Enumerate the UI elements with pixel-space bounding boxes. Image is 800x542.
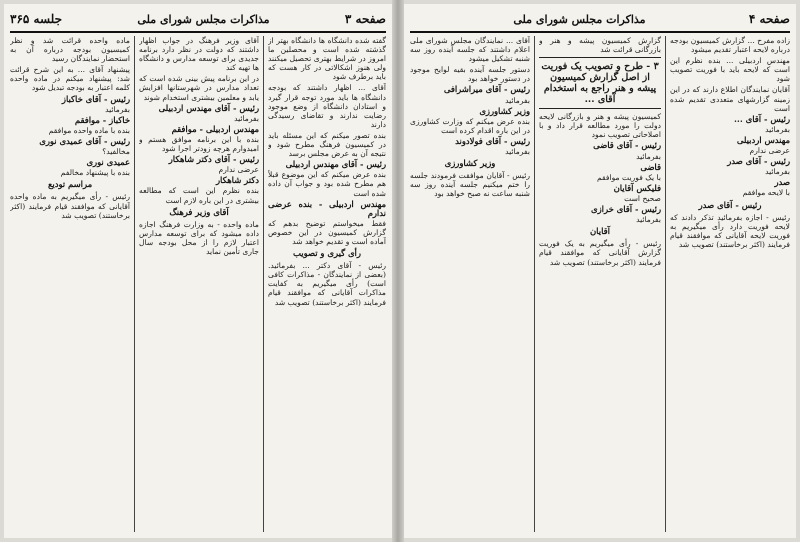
speaker-name: صدر <box>774 177 790 188</box>
speaker-text: عرضی ندارم <box>218 165 259 175</box>
speaker-name: رئیس - آقای عمیدی نوری <box>39 135 130 146</box>
speaker-text: با یک فوریت موافقم <box>597 172 661 182</box>
paragraph: مهندس اردبیلی ... بنده نظرم این است که لایحه باید با فوریت تصویب شود <box>670 56 790 84</box>
speaker-text: بفرمائید <box>105 104 130 114</box>
speaker-name: رئیس - آقای مهندس اردبیلی <box>285 159 386 170</box>
paragraph: آقای ... اظهار داشتند که بودجه دانشگاه ها باید مورد توجه قرار گیرد و استادان دانشگاه از وضع موجود رضایت ندارند و تقاضای رسیدگی دارند <box>268 83 386 129</box>
speaker-name: رئیس - آقای فولادوند <box>455 135 530 146</box>
speaker-text: بفرمائید <box>636 215 661 225</box>
speaker-text: صحیح است <box>624 193 661 203</box>
speaker-name: فلیکس آقایان <box>613 182 661 193</box>
text-column <box>410 36 530 532</box>
speaker-text: مخالفید؟ <box>102 147 130 157</box>
page-number: صفحه ۴ <box>748 12 790 26</box>
speaker-text: بفرمائید <box>505 95 530 105</box>
speaker-name: رئیس - آقای قاضی <box>593 140 661 151</box>
speaker-text: عرضی ندارم <box>749 146 790 156</box>
page-number: صفحه ۳ <box>344 12 386 26</box>
speaker-text: بنده عرض میکنم که این موضوع قبلاً هم مطرح شده بود و جواب آن داده شده است <box>268 170 386 198</box>
speaker-name: دکتر شاهکار <box>216 175 259 186</box>
speaker-name: رئیس - آقای دکتر شاهکار <box>168 154 259 165</box>
speaker-name: رئیس - آقای خرازی <box>591 204 661 215</box>
page-header <box>10 8 386 30</box>
paragraph: گزارش کمیسیون پیشه و هنر و بازرگانی قرائت شد <box>539 36 661 55</box>
speaker-name: عمیدی نوری <box>86 157 130 168</box>
speaker-name: رئیس - آقای خاکباز <box>61 93 130 104</box>
speaker-text: با لایحه موافقم <box>742 188 790 198</box>
speaker-name: رئیس - آقای ... <box>734 113 790 124</box>
paragraph: آقایان نمایندگان اطلاع دارند که در این زمینه گزارشهای متعددی تقدیم شده است <box>670 85 790 113</box>
paragraph: دستور جلسه آینده بقیه لوایح موجود در دستور خواهد بود <box>410 65 530 84</box>
speaker-name: خاکباز - موافقم <box>74 114 130 125</box>
text-column <box>268 36 386 532</box>
speaker-text: بفرمائید <box>234 113 259 123</box>
speaker-text: فقط میخواستم توضیح بدهم که گزارش کمیسیون در این خصوص آماده است و تقدیم خواهد شد <box>268 218 386 246</box>
column-rule <box>534 36 535 532</box>
speaker-name: مهندس اردبیلی <box>736 134 790 145</box>
session-number: جلسه ۳۶۵ <box>10 12 63 26</box>
speaker-text: بنده با پیشنهاد مخالفم <box>60 168 130 178</box>
paragraph: آقای وزیر فرهنگ در جواب اظهار داشتند که دولت در نظر دارد برنامه جدیدی برای توسعه مدارس و دانشگاه ها تهیه کند <box>139 36 259 73</box>
paragraph: ماده واحده - به وزارت فرهنگ اجازه داده میشود که برای توسعه مدارس اعتبار لازم را از محل بودجه سال جاری تأمین نماید <box>139 219 259 256</box>
page-gutter <box>392 0 404 542</box>
speaker-text: بنده با این برنامه موافق هستم و امیدوارم هرچه زودتر اجرا شود <box>139 134 259 154</box>
section-heading: وزیر کشاورزی <box>444 158 496 169</box>
speaker-text: بفرمائید <box>636 151 661 161</box>
speaker-name: مهندس اردبیلی - موافقم <box>171 123 259 134</box>
speaker-text: بنده با ماده واحده موافقم <box>48 125 130 135</box>
left-page <box>4 4 392 538</box>
speaker-name: قاضی <box>640 161 661 172</box>
text-column <box>10 36 130 532</box>
paragraph: گفته شده دانشگاه ها دانشگاه بهتر از گذشته شده است و محصلین ما امروز در شرایط بهتری تحصیل میکنند ولی هنوز اشکالاتی در کار هست که باید برطرف شود <box>268 36 386 82</box>
paragraph: رئیس - اجازه بفرمائید تذکر دادند که لایحه فوریت دارد رأی میگیریم به فوریت لایحه آقایانی که موافقند قیام فرمایند (اکثر برخاستند) تصویب شد <box>670 212 790 249</box>
page-title: مذاکرات مجلس شورای ملی <box>137 12 270 26</box>
speaker-text: بنده نظرم این است که مطالعه بیشتری در این باره لازم است <box>139 186 259 205</box>
right-page <box>404 4 796 538</box>
agenda-item-heading: ۳ - طرح و تصویب یک فوریت از اصل گزارش کمیسیون پیشه و هنر راجع به استخدام آقای ... <box>539 57 661 109</box>
section-heading: آقای وزیر فرهنگ <box>169 206 229 217</box>
speaker-text: بفرمائید <box>765 167 790 177</box>
paragraph: آقای ... نمایندگان مجلس شورای ملی اعلام داشتند که جلسه آینده روز سه شنبه تشکیل میشود <box>410 36 530 64</box>
page-header <box>410 8 790 30</box>
speaker-name: رئیس - آقای مهندس اردبیلی <box>158 102 259 113</box>
paragraph: پیشنهاد آقای ... به این شرح قرائت شد: پیشنهاد میکنم در ماده واحده کلمه اعتبار به بودجه تبدیل شود <box>10 65 130 93</box>
section-heading: رأی گیری و تصویب <box>293 248 361 259</box>
speaker-text: بفرمائید <box>505 147 530 157</box>
paragraph: زاده مفرح ... گزارش کمیسیون بودجه درباره لایحه اعتبار تقدیم میشود <box>670 36 790 55</box>
paragraph: بنده تصور میکنم که این مسئله باید در کمیسیون فرهنگ مطرح شود و نتیجه آن به عرض مجلس برسد <box>268 130 386 159</box>
text-column <box>539 36 661 532</box>
column-rule <box>263 36 264 532</box>
header-rule <box>410 31 790 33</box>
section-heading: آقایان <box>590 226 610 237</box>
paragraph: رئیس - آقایان موافقت فرمودند جلسه را ختم میکنیم جلسه آینده روز سه شنبه ساعت نه صبح خواهد بود <box>410 171 530 199</box>
paragraph: ماده واحده قرائت شد و نظر کمیسیون بودجه درباره آن به استحضار نمایندگان رسید <box>10 36 130 64</box>
column-rule <box>665 36 666 532</box>
text-column <box>670 36 790 532</box>
speaker-name: وزیر کشاورزی <box>479 105 530 116</box>
paragraph: در این برنامه پیش بینی شده است که تعداد مدارس در شهرستانها افزایش یابد و معلمین بیشتری استخدام شوند <box>139 74 259 102</box>
paragraph: رئیس - آقای دکتر ... بفرمائید. (بعضی از نمایندگان - مذاکرات کافی است) رأی میگیریم به کفایت مذاکرات آقایانی که موافقند قیام فرمایند (اکثر برخاستند) تصویب شد <box>268 261 386 307</box>
speaker-name: مهندس اردبیلی - بنده عرضی ندارم <box>268 198 386 218</box>
speaker-name: رئیس - آقای میراشرافی <box>443 84 530 95</box>
section-heading: رئیس - آقای صدر <box>698 199 762 210</box>
section-heading: مراسم تودیع <box>47 179 93 190</box>
speaker-text: بنده عرض میکنم که وزارت کشاورزی در این باره اقدام کرده است <box>410 116 530 135</box>
paragraph: رئیس - رأی میگیریم به ماده واحده آقایانی که موافقند قیام فرمایند (اکثر برخاستند) تصویب شد <box>10 192 130 220</box>
header-rule <box>10 31 386 33</box>
speaker-text: بفرمائید <box>765 124 790 134</box>
paragraph: رئیس - رأی میگیریم به یک فوریت گزارش آقایانی که موافقند قیام فرمایند (اکثر برخاستند) تصویب شد <box>539 239 661 267</box>
page-title: مذاکرات مجلس شورای ملی <box>513 12 646 26</box>
text-column <box>139 36 259 532</box>
paragraph: کمیسیون پیشه و هنر و بازرگانی لایحه دولت را مورد مطالعه قرار داد و با اصلاحاتی تصویب نمود <box>539 112 661 140</box>
column-rule <box>134 36 135 532</box>
speaker-name: رئیس - آقای صدر <box>727 156 790 167</box>
